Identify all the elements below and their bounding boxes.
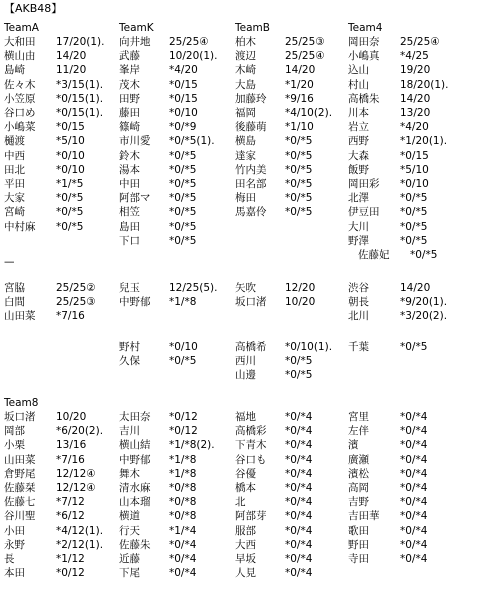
member-score: *0/10	[400, 178, 429, 190]
member-name: 山邊	[235, 369, 256, 382]
member-name: 吉野	[348, 496, 369, 509]
member-score: 13/20	[400, 107, 431, 119]
member-score: *1/20(1).	[400, 135, 448, 148]
member-name: 岡部	[4, 425, 25, 438]
member-name: 樋渡	[4, 135, 25, 148]
member-name: 小笠原	[4, 92, 36, 105]
member-score: 25/25③	[56, 296, 96, 309]
member-score: *2/12(1).	[56, 538, 104, 551]
member-score: 25/25④	[400, 36, 440, 48]
member-score: *0/*5	[56, 220, 84, 233]
member-name: 飯野	[348, 163, 369, 176]
member-name: 岡田彩	[348, 178, 380, 190]
member-name: 横山結	[119, 439, 151, 452]
member-score: *3/20(2).	[400, 310, 448, 323]
member-name: 高橋朱	[348, 92, 380, 105]
member-score: *0/*4	[285, 524, 313, 537]
member-score: 25/25③	[285, 36, 325, 48]
member-score: 14/20	[400, 282, 431, 294]
member-score: *0/*8	[169, 510, 197, 523]
member-name: 舞木	[119, 467, 140, 480]
member-score: *0/15	[56, 121, 85, 134]
member-score: *3/15(1).	[56, 78, 104, 91]
member-name: 長	[4, 553, 15, 565]
member-name: 坂口渚	[235, 296, 267, 309]
member-score: *0/12	[169, 411, 198, 423]
team-label: TeamA	[4, 22, 39, 34]
member-name: 渋谷	[348, 282, 369, 294]
member-name: 廣瀬	[348, 453, 369, 466]
member-score: *1/20	[285, 78, 314, 91]
member-score: *0/*5	[169, 234, 197, 247]
member-score: *4/25	[400, 50, 429, 63]
member-score: *0/*4	[400, 524, 428, 537]
member-score: *4/20	[169, 64, 198, 77]
member-score: 25/25④	[169, 36, 209, 48]
member-name: 服部	[235, 524, 256, 537]
member-name: 大西	[235, 538, 256, 551]
member-name: 向井地	[119, 36, 151, 48]
member-score: 10/20(1).	[169, 50, 218, 63]
member-score: 12/20	[285, 282, 316, 294]
member-score: *0/*4	[285, 411, 313, 423]
member-name: 北澤	[348, 192, 369, 205]
member-name: 吉田華	[348, 510, 380, 523]
member-score: *0/15(1).	[56, 107, 104, 119]
member-name: 北	[235, 496, 246, 509]
member-name: 濱	[348, 439, 359, 452]
member-score: *0/*4	[400, 496, 428, 509]
member-name: 下青木	[235, 439, 267, 452]
member-score: *0/15	[169, 78, 198, 91]
member-score: *4/10(2).	[285, 107, 333, 119]
member-score: *5/10	[56, 135, 85, 148]
member-name: 阿部芽	[235, 510, 267, 523]
member-name: 下口	[119, 234, 140, 247]
member-name: 横道	[119, 510, 140, 523]
member-score: *0/*5	[169, 178, 197, 190]
member-name: 佐藤朱	[119, 538, 151, 551]
member-name: 山田菜	[4, 453, 36, 466]
member-name: 左伴	[348, 425, 369, 438]
member-score: *0/12	[169, 425, 198, 438]
member-name: 倉野尾	[4, 467, 36, 480]
member-score: *0/15	[400, 149, 429, 162]
team-label: TeamB	[235, 22, 270, 34]
member-score: *0/*5	[400, 206, 428, 219]
member-score: *0/*5	[169, 163, 197, 176]
member-name: 茂木	[119, 78, 140, 91]
member-name: 木崎	[235, 64, 256, 77]
member-score: *0/*5	[169, 220, 197, 233]
member-score: *5/10	[400, 163, 429, 176]
member-score: 12/12④	[56, 482, 96, 494]
member-score: *0/*5	[400, 220, 428, 233]
member-score: *0/*4	[285, 439, 313, 452]
member-score: *1/*4	[169, 524, 197, 537]
member-score: *0/*4	[285, 496, 313, 509]
member-name: 篠崎	[119, 121, 140, 134]
member-name: 小嶋菜	[4, 121, 36, 134]
member-name: 大和田	[4, 36, 36, 48]
member-score: *0/*4	[400, 453, 428, 466]
member-score: *1/*8	[169, 296, 197, 309]
member-score: *0/*5	[285, 369, 313, 382]
member-name: 矢吹	[235, 282, 256, 294]
member-name: 濱松	[348, 467, 369, 480]
member-score: *0/*5	[285, 163, 313, 176]
member-name: 岡田奈	[348, 36, 380, 48]
member-score: *0/10	[169, 341, 198, 353]
member-name: 大川	[348, 220, 369, 233]
member-score: *0/*8	[169, 482, 197, 494]
member-score: *0/*5	[285, 149, 313, 162]
member-name: 谷口め	[4, 107, 36, 119]
member-name: 中西	[4, 149, 25, 162]
member-score: *0/*4	[400, 467, 428, 480]
member-score: 25/25④	[285, 50, 325, 63]
member-score: 12/25(5).	[169, 282, 218, 294]
member-score: *0/*4	[285, 453, 313, 466]
member-name: 福岡	[235, 107, 256, 119]
member-name: 野澤	[348, 234, 369, 247]
member-score: *0/*5	[400, 234, 428, 247]
member-score: 14/20	[400, 92, 431, 105]
member-score: *0/*8	[169, 496, 197, 509]
member-name: 宮脇	[4, 282, 25, 294]
member-name: 小嶋真	[348, 50, 380, 63]
member-score: *0/15(1).	[56, 92, 104, 105]
member-name: 岩立	[348, 121, 369, 134]
member-name: 中村麻	[4, 220, 36, 233]
member-name: 高橋希	[235, 341, 267, 353]
member-name: 中田	[119, 178, 140, 190]
member-score: 14/20	[285, 64, 316, 77]
member-score: *0/*4	[169, 567, 197, 580]
member-score: *0/10	[169, 107, 198, 119]
member-score: *0/*5	[400, 192, 428, 205]
member-name: 中野郁	[119, 296, 151, 309]
member-score: *4/12(1).	[56, 524, 104, 537]
member-name: 平田	[4, 178, 25, 190]
member-name: 佐藤妃	[358, 249, 390, 261]
member-score: *0/*4	[169, 538, 197, 551]
member-name: 市川愛	[119, 135, 151, 148]
section-divider: —	[4, 256, 15, 268]
member-name: 橋本	[235, 482, 256, 494]
member-score: *0/*5	[169, 355, 197, 368]
member-score: *0/*4	[400, 439, 428, 452]
member-score: *1/10	[285, 121, 314, 134]
member-score: 19/20	[400, 64, 431, 77]
member-name: 田北	[4, 163, 25, 176]
member-name: 梅田	[235, 192, 256, 205]
member-name: 峯岸	[119, 64, 140, 77]
member-score: *0/*4	[400, 425, 428, 438]
member-score: *0/*4	[285, 538, 313, 551]
member-score: *0/*4	[400, 538, 428, 551]
member-score: *9/20(1).	[400, 296, 448, 309]
member-score: *0/*4	[285, 510, 313, 523]
member-name: 伊豆田	[348, 206, 380, 219]
member-name: 込山	[348, 64, 369, 77]
member-name: 相笠	[119, 206, 140, 219]
member-name: 田名部	[235, 178, 267, 190]
member-name: 加藤玲	[235, 92, 267, 105]
member-name: 谷優	[235, 467, 256, 480]
member-name: 鈴木	[119, 149, 140, 162]
member-name: 福地	[235, 411, 256, 423]
member-score: *0/*4	[285, 467, 313, 480]
member-name: 藤田	[119, 107, 140, 119]
member-name: 宮里	[348, 411, 369, 423]
document-title: 【AKB48】	[4, 2, 63, 15]
member-name: 佐藤栞	[4, 482, 36, 494]
team-label: Team4	[348, 22, 383, 34]
member-score: *4/20	[400, 121, 429, 134]
member-name: 村山	[348, 78, 369, 91]
member-name: 寺田	[348, 553, 369, 565]
member-score: *1/*8	[169, 467, 197, 480]
member-name: 小栗	[4, 439, 25, 452]
member-name: 柏木	[235, 36, 256, 48]
member-name: 後藤萌	[235, 121, 267, 134]
member-name: 太田奈	[119, 411, 151, 423]
member-name: 湯本	[119, 163, 140, 176]
team-label: TeamK	[119, 22, 154, 34]
member-name: 田野	[119, 92, 140, 105]
member-score: *0/*5(1).	[169, 135, 215, 148]
member-score: *0/10(1).	[285, 341, 333, 353]
member-name: 川本	[348, 107, 369, 119]
member-score: *0/*5	[400, 341, 428, 353]
member-score: *7/16	[56, 453, 85, 466]
member-name: 歌田	[348, 524, 369, 537]
member-score: 25/25②	[56, 282, 96, 294]
member-score: *1/12	[56, 553, 85, 565]
member-score: 14/20	[56, 50, 87, 63]
member-score: *0/*9	[169, 121, 197, 134]
member-score: *7/16	[56, 310, 85, 323]
member-name: 島崎	[4, 64, 25, 77]
member-name: 早坂	[235, 553, 256, 565]
member-name: 佐々木	[4, 78, 36, 91]
member-name: 竹内美	[235, 163, 267, 176]
member-name: 野田	[348, 538, 369, 551]
member-score: *1/*5	[56, 178, 84, 190]
member-score: *0/*4	[400, 510, 428, 523]
member-score: *0/10	[56, 149, 85, 162]
member-score: *0/*4	[285, 425, 313, 438]
member-name: 大島	[235, 78, 256, 91]
member-score: *0/*5	[285, 192, 313, 205]
team-label: Team8	[4, 397, 39, 409]
member-score: 12/12④	[56, 467, 96, 480]
member-score: *0/*4	[400, 411, 428, 423]
member-name: 中野郁	[119, 453, 151, 466]
member-name: 本田	[4, 567, 25, 580]
member-score: *0/*5	[285, 135, 313, 148]
member-score: *0/10	[56, 163, 85, 176]
member-name: 西野	[348, 135, 369, 148]
member-name: 山本瑠	[119, 496, 151, 509]
member-name: 近藤	[119, 553, 140, 565]
member-name: 宮崎	[4, 206, 25, 219]
member-score: 10/20	[285, 296, 316, 309]
member-name: 佐藤七	[4, 496, 36, 509]
member-score: *0/*5	[169, 206, 197, 219]
member-name: 久保	[119, 355, 140, 368]
member-name: 小田	[4, 524, 25, 537]
member-score: *0/15	[169, 92, 198, 105]
member-name: 谷口も	[235, 453, 267, 466]
member-name: 大家	[4, 192, 25, 205]
member-name: 横島	[235, 135, 256, 148]
member-score: *0/*5	[285, 355, 313, 368]
member-name: 阿部マ	[119, 192, 151, 205]
member-score: *0/*5	[410, 249, 438, 261]
member-score: *9/16	[285, 92, 314, 105]
member-score: *0/*5	[169, 149, 197, 162]
member-name: 永野	[4, 538, 25, 551]
member-score: *0/*5	[56, 192, 84, 205]
member-score: *0/*4	[169, 553, 197, 565]
member-name: 渡辺	[235, 50, 256, 63]
member-name: 下尾	[119, 567, 140, 580]
member-score: *1/*8	[169, 453, 197, 466]
member-score: *0/*4	[285, 553, 313, 565]
member-name: 武藤	[119, 50, 140, 63]
member-name: 北川	[348, 310, 369, 323]
member-name: 高岡	[348, 482, 369, 494]
member-score: 18/20(1).	[400, 78, 449, 91]
member-score: *0/*5	[56, 206, 84, 219]
member-name: 清水麻	[119, 482, 151, 494]
member-score: *6/20(2).	[56, 425, 104, 438]
member-name: 吉川	[119, 425, 140, 438]
member-name: 朝長	[348, 296, 369, 309]
member-score: 13/16	[56, 439, 87, 452]
member-name: 山田菜	[4, 310, 36, 323]
member-name: 人見	[235, 567, 256, 580]
member-name: 西川	[235, 355, 256, 368]
member-name: 大森	[348, 149, 369, 162]
member-score: *1/*8(2).	[169, 439, 215, 452]
member-name: 達家	[235, 149, 256, 162]
member-score: 11/20	[56, 64, 87, 77]
member-score: *0/*4	[400, 553, 428, 565]
member-name: 行天	[119, 524, 140, 537]
member-score: *0/*5	[169, 192, 197, 205]
member-score: *0/12	[56, 567, 85, 580]
member-name: 横山由	[4, 50, 36, 63]
member-score: *0/*4	[400, 482, 428, 494]
member-name: 兒玉	[119, 282, 140, 294]
member-name: 高橋彩	[235, 425, 267, 438]
member-score: *7/12	[56, 496, 85, 509]
member-name: 谷川聖	[4, 510, 36, 523]
member-name: 馬嘉伶	[235, 206, 267, 219]
member-score: 17/20(1).	[56, 36, 105, 48]
member-name: 坂口渚	[4, 411, 36, 423]
member-score: *6/12	[56, 510, 85, 523]
member-name: 白間	[4, 296, 25, 309]
member-score: *0/*5	[285, 178, 313, 190]
member-name: 千葉	[348, 341, 369, 353]
member-score: 10/20	[56, 411, 87, 423]
member-score: *0/*4	[285, 567, 313, 580]
member-name: 野村	[119, 341, 140, 353]
member-score: *0/*5	[285, 206, 313, 219]
member-name: 島田	[119, 220, 140, 233]
member-score: *0/*4	[285, 482, 313, 494]
